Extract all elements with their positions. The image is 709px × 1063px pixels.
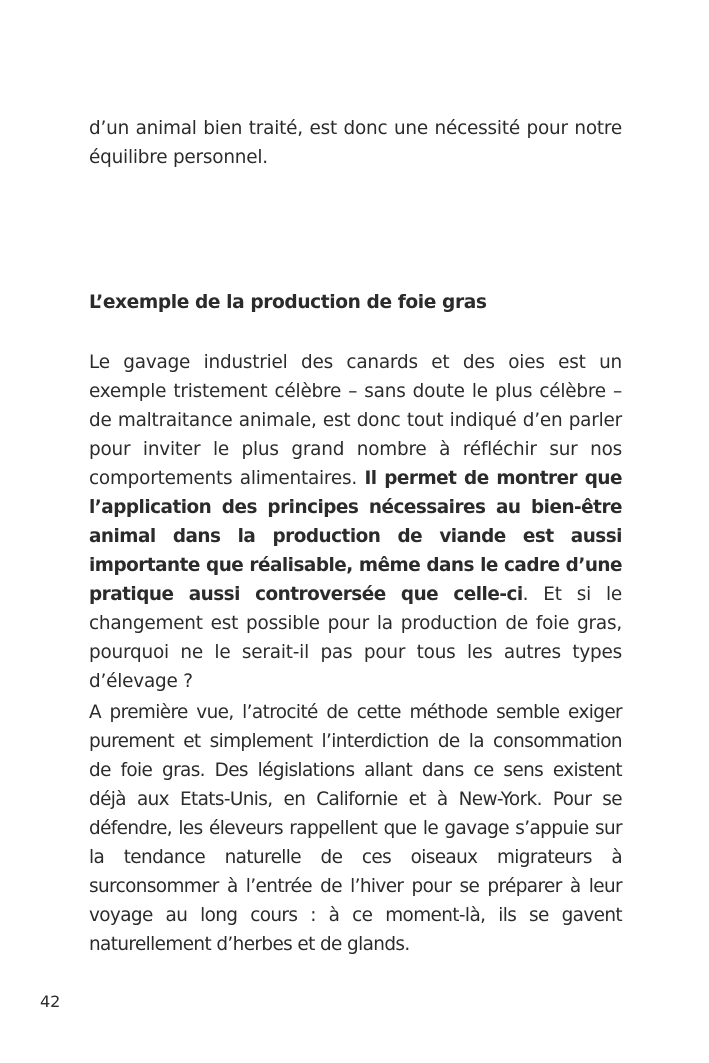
intro-paragraph: d’un animal bien traité, est donc une nécessité pour notre équilibre personnel. xyxy=(89,118,622,168)
paragraph-1-text-start: Le gavage industriel des canards et des oies est un exemple tristement célèbre – sans doute le plus célèbre – de maltraitance animale, est donc tout indiqué d’en parler pour inviter le plus grand nombre à réfléchir sur nos comportements alimentaires. xyxy=(89,352,622,489)
section-heading: L’exemple de la production de foie gras xyxy=(89,292,487,313)
page-body xyxy=(89,114,622,955)
paragraph-1 xyxy=(89,348,622,696)
paragraph-2: A première vue, l’atrocité de cette méthode semble exiger purement et simplement l’interdiction de la consommation de foie gras. Des législations allant dans ce sens existent déjà aux Etats-Unis, en Californie et à New-York. Pour se défendre, les éleveurs rappellent que le gavage s’appuie sur la tendance naturelle de ces oiseaux migrateurs à surconsommer à l’entrée de l’hiver pour se préparer à leur voyage au long cours : à ce moment-là, ils se gavent naturellement d’herbes et de glands. xyxy=(89,702,622,955)
paragraph-1-bold-text: Il permet de montrer que l’application des principes nécessaires au bien-être animal dans la production de viande est aussi importante que réalisable, même dans le cadre d’une pratique aussi controversée que celle-ci xyxy=(89,468,622,605)
page-number: 42 xyxy=(40,992,61,1011)
paragraph-1-text-end: . Et si le changement est possible pour la production de foie gras, pourquoi ne le serait-il pas pour tous les autres types d’élevage ? xyxy=(89,584,622,692)
